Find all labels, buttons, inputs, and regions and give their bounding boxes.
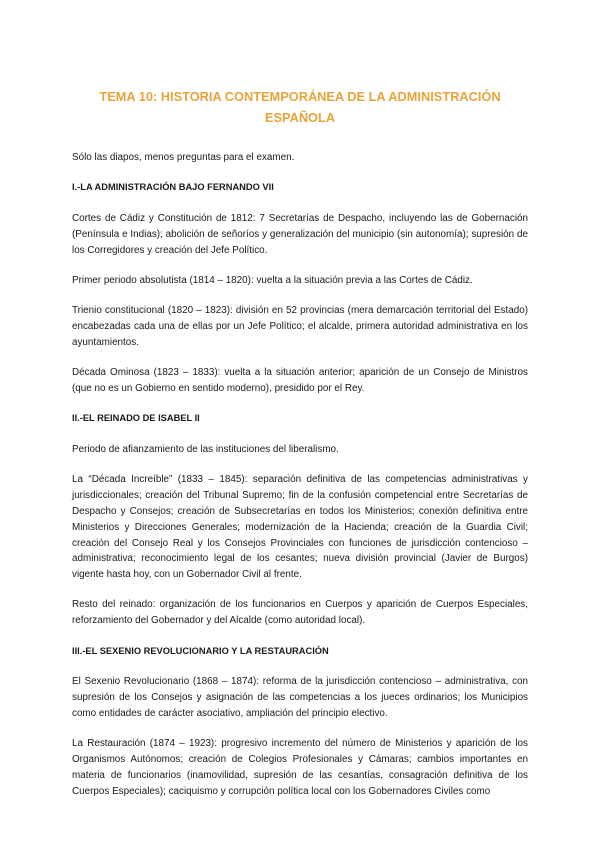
paragraph: Resto del reinado: organización de los funcionarios en Cuerpos y aparición de Cuerpos Especiales, reforzamiento del Gobernador y del Alcalde (como autoridad local).: [72, 599, 528, 627]
paragraph: La Restauración (1874 – 1923): progresivo incremento del número de Ministerios y aparición de los Organismos Autónomos; creación de Colegios Profesionales y Cámaras; cambios importantes en materia de funcionarios (inamovilidad, supresión de las cesantías, consagración definitiva de los Cuerpos Especiales); caciquismo y corrupción política local con los Gobernadores Civiles como: [72, 738, 528, 797]
paragraph: Trienio constitucional (1820 – 1823): división en 52 provincias (mera demarcación territorial del Estado) encabezadas cada una de ellas por un Jefe Político; el alcalde, primera autoridad administrativa en los ayuntamientos.: [72, 305, 528, 348]
section-heading-3: III.-EL SEXENIO REVOLUCIONARIO Y LA RESTAURACIÓN: [72, 645, 329, 656]
paragraph: Periodo de afianzamiento de las instituciones del liberalismo.: [72, 444, 339, 456]
section-heading-2: II.-EL REINADO DE ISABEL II: [72, 413, 200, 424]
section-heading-1: I.-LA ADMINISTRACIÓN BAJO FERNANDO VII: [72, 182, 274, 193]
paragraph: La “Década Increíble” (1833 – 1845): separación definitiva de las competencias administrativas y jurisdiccionales; creación del Tribunal Supremo; fin de la confusión competencial entre Secretarías de Despacho y Consejos; creación de Subsecretarías en todos los Ministerios; conexión definitiva entre Ministerios y Direcciones Generales; modernización de la Hacienda; creación de la Guardia Civil; creación del Consejo Real y los Consejos Provinciales con funciones de jurisdicción contencioso – administrativa; reconocimiento legal de los cesantes; nueva división provincial (Javier de Burgos) vigente hasta hoy, con un Gobernador Civil al frente.: [72, 474, 528, 581]
exam-note: Sólo las diapos, menos preguntas para el examen.: [72, 152, 295, 163]
paragraph: Década Ominosa (1823 – 1833): vuelta a la situación anterior; aparición de un Consejo de Ministros (que no es un Gobierno en sentido moderno), presidido por el Rey.: [72, 367, 528, 394]
paragraph: Cortes de Cádiz y Constitución de 1812: 7 Secretarías de Despacho, incluyendo las de Gobernación (Península e Indias); abolición de señoríos y generalización del municipio (sin autonomía); supresión de los Corregidores y creación del Jefe Político.: [72, 213, 528, 256]
document-title: TEMA 10: HISTORIA CONTEMPORÁNEA DE LA ADMINISTRACIÓN ESPAÑOLA: [99, 89, 501, 125]
paragraph: El Sexenio Revolucionario (1868 – 1874): reforma de la jurisdicción contencioso – administrativa, con supresión de los Consejos y asignación de las competencias a los jueces ordinarios; los Municipios como entidades de carácter asociativo, ampliación del principio electivo.: [72, 676, 528, 719]
paragraph: Primer periodo absolutista (1814 – 1820): vuelta a la situación previa a las Cortes de Cádiz.: [72, 274, 473, 286]
